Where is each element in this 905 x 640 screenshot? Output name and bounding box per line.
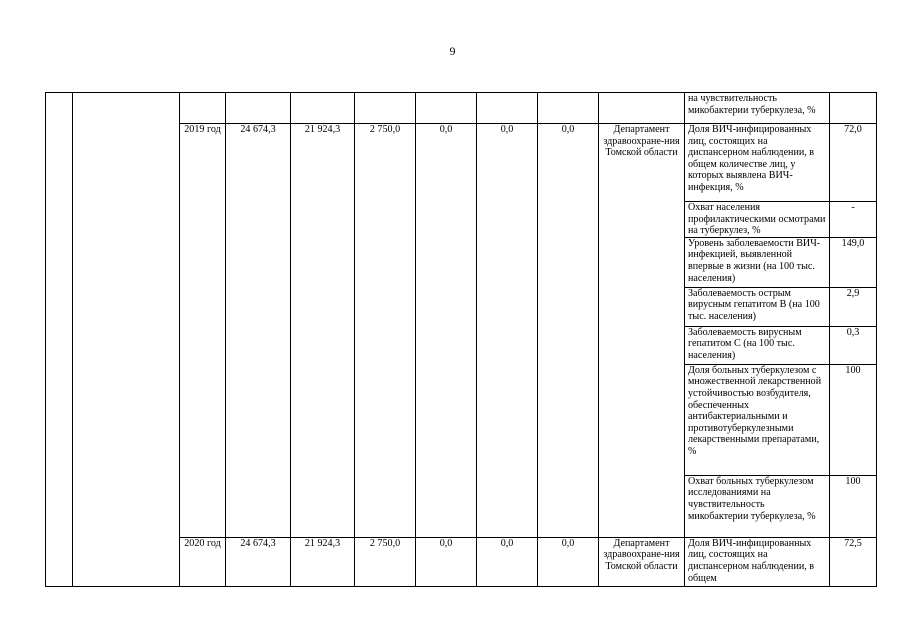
indicator-value: 100 [830,364,877,475]
cell-empty [180,93,226,124]
amount-cell: 0,0 [416,124,477,538]
amount-cell: 2 750,0 [355,124,416,538]
indicator-value: 72,5 [830,537,877,586]
amount-cell: 24 674,3 [226,537,291,586]
amount-cell: 21 924,3 [291,537,355,586]
cell-empty [477,93,538,124]
amount-cell: 0,0 [538,124,599,538]
indicator-name: Заболеваемость острым вирусным гепатитом В (на 100 тыс. населения) [685,287,830,326]
indicator-value: 2,9 [830,287,877,326]
indicator-value: 149,0 [830,237,877,287]
page-number: 9 [449,44,456,58]
cell-empty [538,93,599,124]
program-table [45,92,877,587]
indicator-value: 72,0 [830,124,877,202]
amount-cell: 0,0 [477,124,538,538]
indicator-name: Доля ВИЧ-инфицированных лиц, состоящих на диспансерном наблюдении, в общем [685,537,830,586]
indicator-name: Уровень заболеваемости ВИЧ-инфекцией, выявленной впервые в жизни (на 100 тыс. населения) [685,237,830,287]
amount-cell: 2 750,0 [355,537,416,586]
table-body [46,93,877,587]
amount-cell: 0,0 [538,537,599,586]
cell-empty [73,93,180,587]
cell-empty [416,93,477,124]
cell-empty [226,93,291,124]
amount-cell: 24 674,3 [226,124,291,538]
executor-cell: Департамент здравоохране-ния Томской области [599,537,685,586]
indicator-value: - [830,202,877,238]
cell-empty [355,93,416,124]
amount-cell: 0,0 [416,537,477,586]
indicator-name: на чувствительность микобактерии туберкулеза, % [685,93,830,124]
amount-cell: 21 924,3 [291,124,355,538]
indicator-name: Охват больных туберкулезом исследованиями на чувствительность микобактерии туберкулеза, % [685,475,830,537]
indicator-value [830,93,877,124]
indicator-name: Охват населения профилактическими осмотрами на туберкулез, % [685,202,830,238]
executor-cell: Департамент здравоохране-ния Томской области [599,124,685,538]
amount-cell: 0,0 [477,537,538,586]
indicator-value: 100 [830,475,877,537]
cell-empty [46,93,73,587]
indicator-name: Доля больных туберкулезом с множественной лекарственной устойчивостью возбудителя, обеспеченных антибактериальными и противотуберкулезными лекарственными препаратами, % [685,364,830,475]
table-row [46,93,877,124]
cell-empty [291,93,355,124]
indicator-name: Доля ВИЧ-инфицированных лиц, состоящих на диспансерном наблюдении, в общем количестве лиц, у которых выявлена ВИЧ-инфекция, % [685,124,830,202]
cell-empty [599,93,685,124]
indicator-value: 0,3 [830,326,877,364]
year-cell: 2019 год [180,124,226,538]
indicator-name: Заболеваемость вирусным гепатитом С (на 100 тыс. населения) [685,326,830,364]
year-cell: 2020 год [180,537,226,586]
